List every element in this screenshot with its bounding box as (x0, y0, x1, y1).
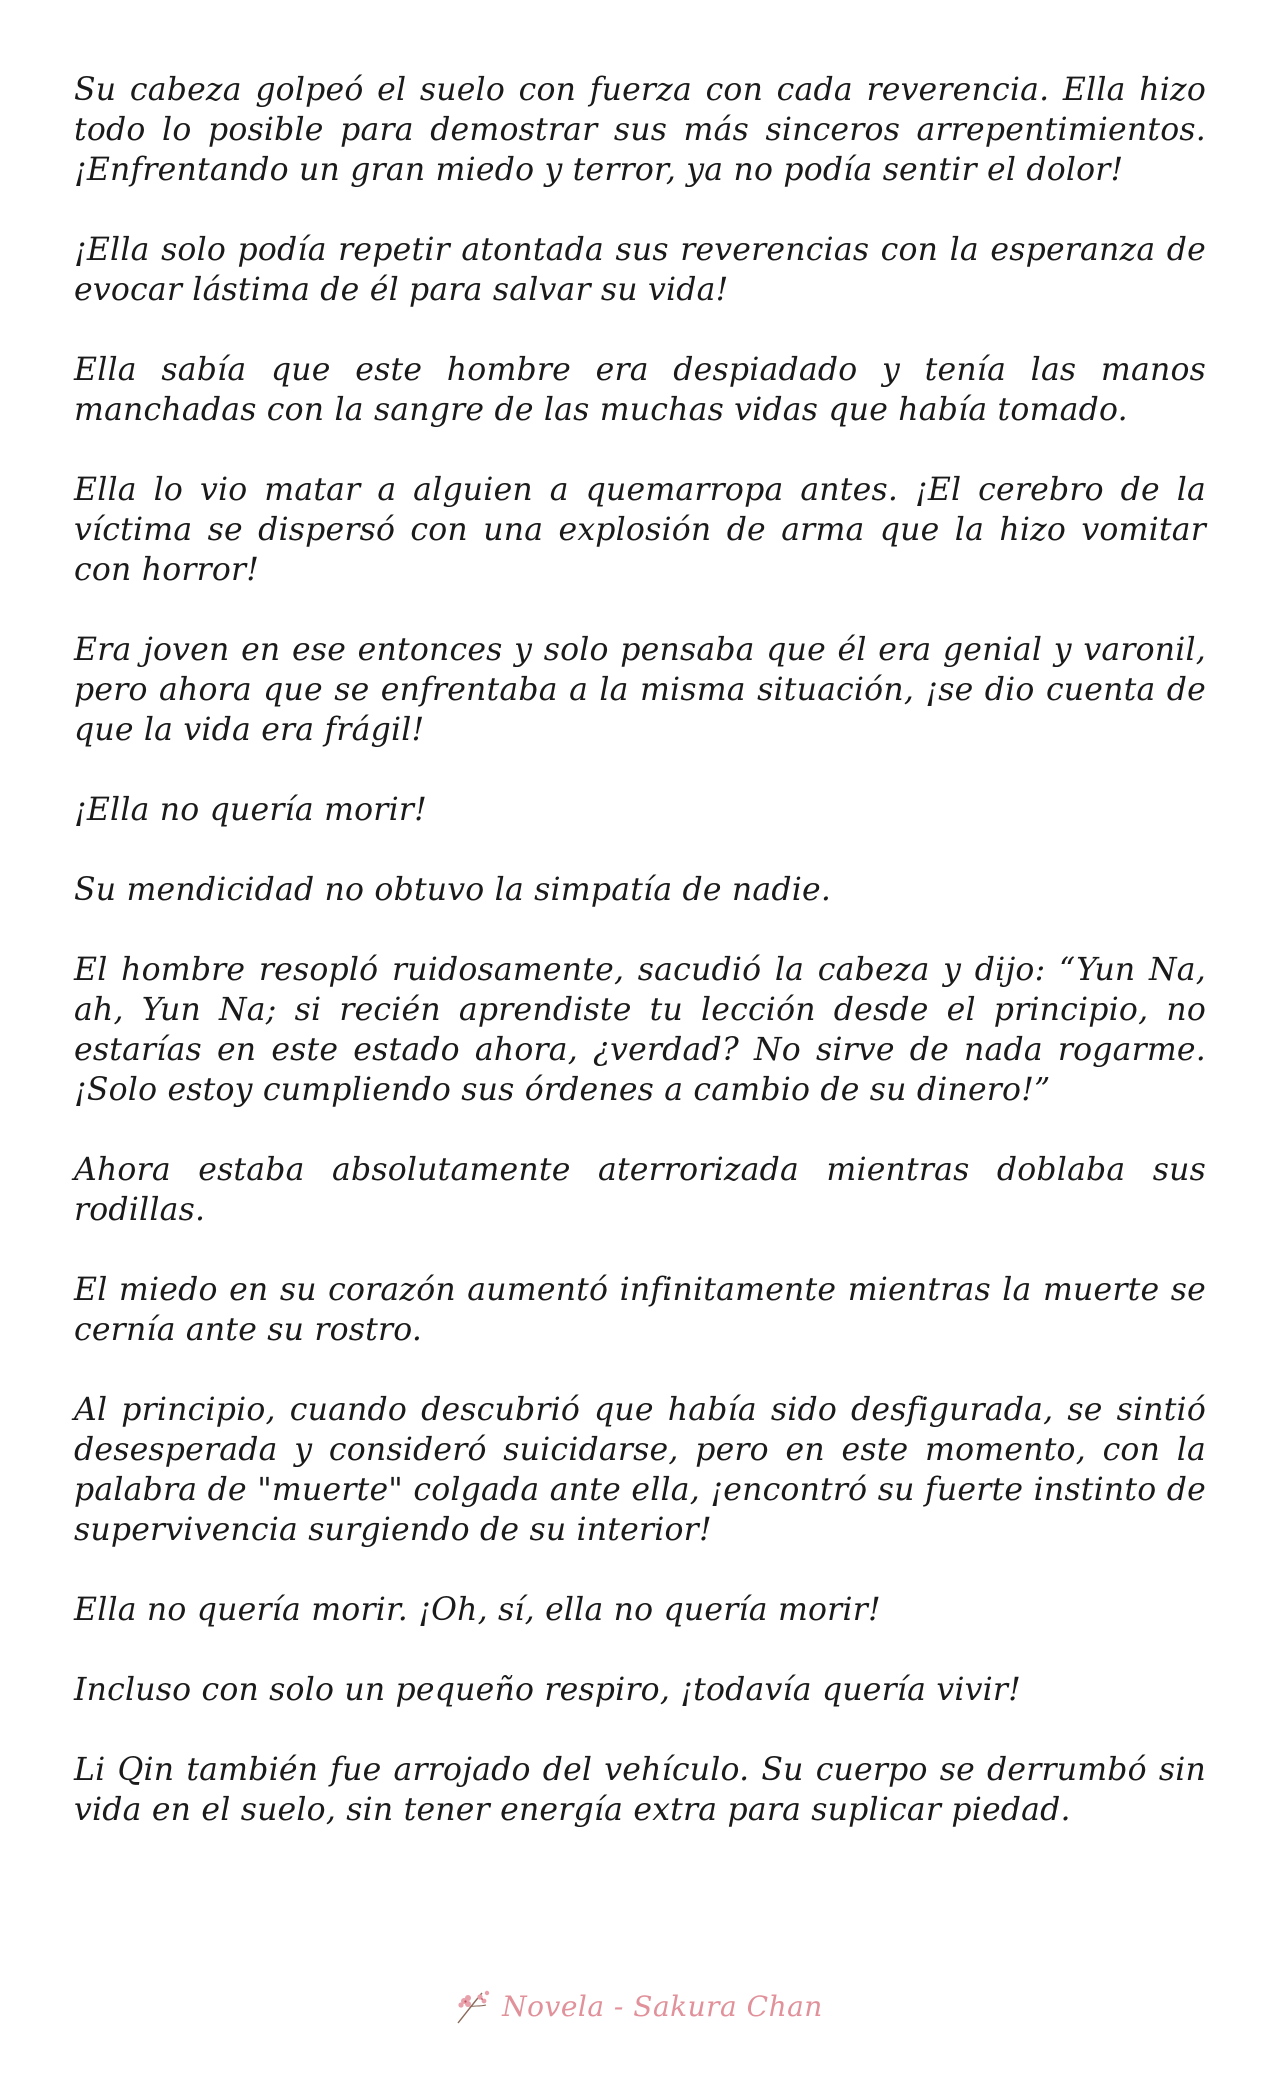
paragraph-12: Ella no quería morir. ¡Oh, sí, ella no quería morir! (74, 1592, 881, 1628)
paragraph-14: Li Qin también fue arrojado del vehículo. Su cuerpo se derrumbó sin vida en el suelo, sin tener energía extra para suplicar piedad. (74, 1752, 1206, 1828)
footer-watermark (0, 1985, 1275, 2045)
paragraph-6: ¡Ella no quería morir! (74, 792, 427, 828)
paragraph-2: ¡Ella solo podía repetir atontada sus reverencias con la esperanza de evocar lástima de él para salvar su vida! (74, 232, 1206, 308)
cherry-blossom-icon (452, 1985, 494, 2027)
paragraph-8: El hombre resopló ruidosamente, sacudió la cabeza y dijo: “Yun Na, ah, Yun Na; si recién aprendiste tu lección desde el principio, no estarías en este estado ahora, ¿verdad? No sirve de nada rogarme. ¡Solo estoy cumpliendo sus órdenes a cambio de su dinero!” (74, 952, 1206, 1108)
paragraph-13: Incluso con solo un pequeño respiro, ¡todavía quería vivir! (74, 1672, 1022, 1708)
footer-brand (452, 1985, 823, 2027)
paragraph-4: Ella lo vio matar a alguien a quemarropa antes. ¡El cerebro de la víctima se dispersó con una explosión de arma que la hizo vomitar con horror! (74, 472, 1206, 588)
paragraph-3: Ella sabía que este hombre era despiadado y tenía las manos manchadas con la sangre de las muchas vidas que había tomado. (74, 352, 1206, 428)
paragraph-1: Su cabeza golpeó el suelo con fuerza con cada reverencia. Ella hizo todo lo posible para demostrar sus más sinceros arrepentimientos. ¡Enfrentando un gran miedo y terror, ya no podía sentir el dolor! (74, 72, 1206, 188)
footer-text: Novela - Sakura Chan (502, 1989, 823, 2023)
paragraph-11: Al principio, cuando descubrió que había sido desfigurada, se sintió desesperada y consideró suicidarse, pero en este momento, con la palabra de "muerte" colgada ante ella, ¡encontró su fuerte instinto de supervivencia surgiendo de su interior! (74, 1392, 1206, 1548)
paragraph-5: Era joven en ese entonces y solo pensaba que él era genial y varonil, pero ahora que se enfrentaba a la misma situación, ¡se dio cuenta de que la vida era frágil! (74, 632, 1206, 748)
paragraph-10: El miedo en su corazón aumentó infinitamente mientras la muerte se cernía ante su rostro. (74, 1272, 1206, 1348)
paragraph-9: Ahora estaba absolutamente aterrorizada mientras doblaba sus rodillas. (74, 1152, 1206, 1228)
paragraph-7: Su mendicidad no obtuvo la simpatía de nadie. (74, 872, 832, 908)
document-body (74, 70, 1206, 1870)
